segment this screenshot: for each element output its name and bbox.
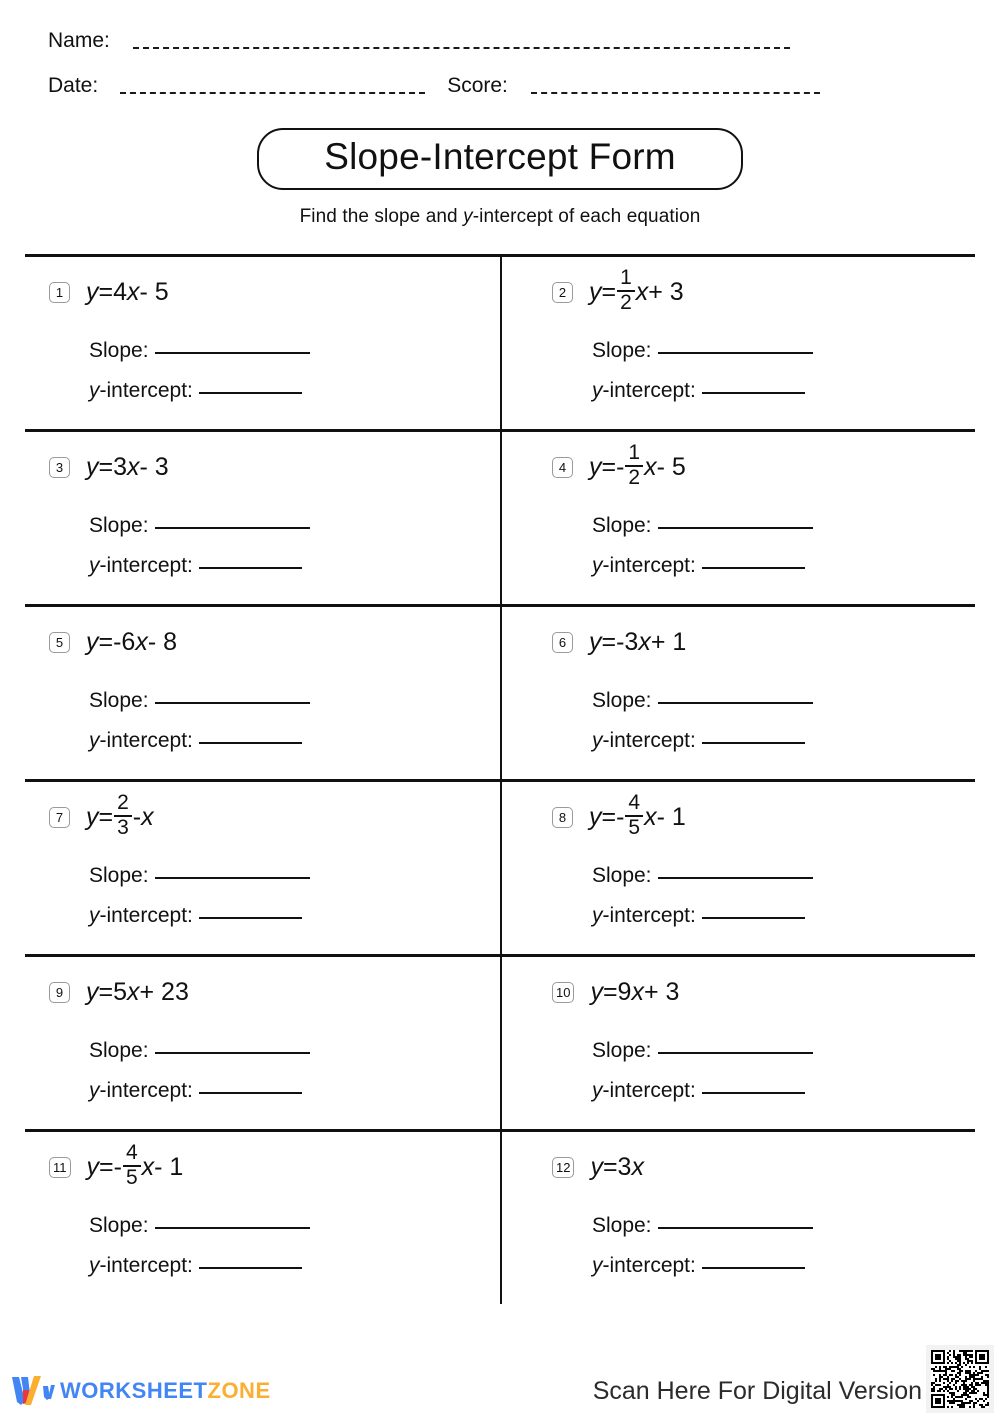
equation: [588, 441, 686, 489]
y-intercept-variable: y: [591, 1078, 603, 1102]
problem-header: [528, 1148, 975, 1186]
equation-term: 9: [617, 977, 632, 1006]
equation-term: =: [99, 1152, 114, 1181]
answer-area: [89, 506, 500, 586]
equation-term: x: [631, 1152, 644, 1181]
slope-answer-row: [592, 1031, 975, 1071]
y-intercept-variable: y: [89, 1078, 100, 1102]
fraction-denominator: 5: [625, 815, 643, 840]
problem-number-badge: 3: [49, 457, 70, 478]
equation-term: + 23: [139, 977, 189, 1006]
fraction-denominator: 3: [114, 815, 132, 840]
fraction: [114, 792, 132, 839]
problem-number-badge: 9: [49, 982, 70, 1003]
score-label: Score:: [447, 74, 508, 97]
equation-term: + 3: [643, 977, 680, 1006]
fraction: [123, 1142, 141, 1189]
equation: [588, 266, 684, 314]
equation-term: x: [638, 627, 651, 656]
slope-label: Slope:: [591, 863, 652, 887]
problem-11: [25, 1132, 500, 1304]
answer-area: [592, 856, 975, 936]
answer-area: [89, 681, 500, 761]
problem-header: [25, 448, 500, 486]
y-intercept-answer-row: [89, 896, 500, 936]
y-intercept-label: -intercept:: [99, 1253, 193, 1277]
fraction: [625, 442, 643, 489]
equation-term: 5: [113, 977, 128, 1006]
score-input-line[interactable]: [531, 92, 820, 94]
equation-term: x: [644, 452, 657, 481]
equation: [86, 448, 169, 486]
problem-header: [25, 791, 500, 839]
equation: [86, 623, 177, 661]
equation-term: y: [590, 1152, 603, 1181]
fraction-numerator: 4: [125, 1141, 138, 1165]
problem-12: [500, 1132, 975, 1304]
date-label: Date:: [48, 74, 99, 97]
problem-header: [25, 273, 500, 311]
slope-label: Slope:: [89, 688, 149, 712]
equation-term: y: [86, 277, 99, 306]
equation-term: y: [86, 802, 99, 831]
worksheet-header: [0, 0, 1000, 228]
equation-term: =: [601, 452, 617, 481]
y-intercept-answer-blank[interactable]: [702, 742, 805, 744]
slope-answer-blank[interactable]: [155, 1227, 310, 1229]
equation-term: =: [601, 277, 617, 306]
slope-answer-row: [89, 506, 500, 546]
equation-term: - 1: [154, 1152, 184, 1181]
y-intercept-label: -intercept:: [99, 378, 193, 402]
answer-area: [89, 856, 500, 936]
fraction-numerator: 2: [117, 791, 129, 815]
name-label: Name:: [48, 29, 110, 52]
slope-answer-blank[interactable]: [658, 1227, 813, 1229]
equation-term: - 8: [147, 627, 178, 656]
qr-code-image: [931, 1350, 989, 1408]
answer-area: [89, 1031, 500, 1111]
fraction-denominator: 2: [617, 290, 635, 315]
slope-answer-row: [89, 856, 500, 896]
y-intercept-label: -intercept:: [602, 1078, 696, 1102]
problem-row: [25, 957, 975, 1132]
y-intercept-answer-row: [592, 1246, 975, 1286]
slope-answer-row: [592, 856, 975, 896]
fraction-numerator: 1: [620, 266, 632, 290]
slope-label: Slope:: [89, 863, 149, 887]
equation-term: x: [127, 977, 140, 1006]
equation-term: =: [601, 802, 617, 831]
equation-term: - 5: [139, 277, 169, 306]
y-intercept-variable: y: [89, 378, 100, 402]
problem-header: [528, 266, 975, 314]
y-intercept-answer-blank[interactable]: [199, 1267, 302, 1269]
page-title: Slope-Intercept Form: [324, 136, 676, 177]
answer-area: [592, 1206, 975, 1286]
problem-number-badge: 11: [49, 1157, 71, 1178]
y-intercept-variable: y: [591, 1253, 603, 1277]
y-intercept-answer-row: [89, 371, 500, 411]
problem-row: [25, 607, 975, 782]
equation-term: y: [86, 1152, 99, 1181]
fraction-numerator: 4: [628, 791, 641, 815]
y-intercept-answer-blank[interactable]: [702, 1267, 805, 1269]
slope-answer-blank[interactable]: [155, 1052, 310, 1054]
problem-number-badge: 10: [552, 982, 574, 1003]
fraction: [617, 267, 635, 314]
problem-number-badge: 5: [49, 632, 70, 653]
slope-answer-row: [89, 1206, 500, 1246]
problem-header: [528, 441, 975, 489]
slope-answer-row: [89, 331, 500, 371]
y-intercept-variable: y: [591, 378, 603, 402]
fraction-denominator: 2: [625, 465, 643, 490]
equation-term: -: [113, 1152, 122, 1181]
equation-term: -6: [113, 627, 136, 656]
problem-number-badge: 12: [552, 1157, 574, 1178]
problem-10: [500, 957, 975, 1129]
problem-2: [500, 257, 975, 429]
y-intercept-variable: y: [591, 728, 603, 752]
slope-label: Slope:: [89, 338, 149, 362]
problem-6: [500, 607, 975, 779]
problem-header: [528, 791, 975, 839]
y-intercept-answer-row: [592, 546, 975, 586]
slope-answer-blank[interactable]: [155, 877, 310, 879]
equation-term: -: [616, 452, 625, 481]
y-intercept-answer-row: [592, 1071, 975, 1111]
equation-term: =: [98, 802, 114, 831]
slope-answer-blank[interactable]: [155, 527, 310, 529]
equation-term: y: [86, 452, 99, 481]
equation-term: y: [588, 277, 602, 306]
equation-term: =: [98, 627, 114, 656]
y-intercept-label: -intercept:: [99, 1078, 193, 1102]
title-box: [257, 128, 743, 190]
equation: [86, 273, 169, 311]
worksheet-zone-logo[interactable]: [10, 1374, 271, 1408]
scan-instruction-text: Scan Here For Digital Version: [592, 1377, 922, 1405]
slope-answer-row: [592, 681, 975, 721]
equation-term: y: [86, 977, 99, 1006]
y-intercept-answer-row: [89, 721, 500, 761]
y-intercept-answer-blank[interactable]: [199, 1092, 302, 1094]
worksheet-zone-logo-text: [60, 1380, 271, 1402]
slope-label: Slope:: [591, 1038, 652, 1062]
equation: [589, 623, 686, 661]
problem-number-badge: 7: [49, 807, 70, 828]
date-input-line[interactable]: [120, 92, 425, 94]
fraction-numerator: 1: [628, 441, 641, 465]
equation-term: y: [86, 627, 99, 656]
problem-header: [528, 623, 975, 661]
slope-answer-blank[interactable]: [658, 527, 813, 529]
y-intercept-answer-row: [89, 1246, 500, 1286]
slope-answer-blank[interactable]: [658, 702, 813, 704]
answer-area: [592, 506, 975, 586]
problem-row: [25, 782, 975, 957]
y-intercept-answer-row: [592, 371, 975, 411]
equation-term: =: [98, 277, 114, 306]
name-field-row: [25, 30, 975, 53]
equation: [86, 791, 154, 839]
slope-label: Slope:: [89, 1213, 149, 1237]
y-intercept-answer-blank[interactable]: [702, 1092, 805, 1094]
logo-word-zone: ZONE: [207, 1378, 271, 1403]
answer-area: [592, 331, 975, 411]
fraction: [625, 792, 643, 839]
y-intercept-answer-blank[interactable]: [702, 917, 805, 919]
slope-label: Slope:: [591, 513, 652, 537]
instructions-post: -intercept of each equation: [472, 205, 701, 227]
y-intercept-answer-row: [592, 721, 975, 761]
y-intercept-variable: y: [89, 553, 100, 577]
slope-answer-row: [592, 506, 975, 546]
slope-answer-row: [89, 1031, 500, 1071]
problem-row: [25, 432, 975, 607]
y-intercept-answer-row: [89, 546, 500, 586]
y-intercept-answer-blank[interactable]: [199, 567, 302, 569]
equation-term: y: [588, 802, 602, 831]
worksheet-zone-logo-icon: [10, 1374, 56, 1408]
y-intercept-label: -intercept:: [99, 728, 193, 752]
problem-header: [25, 1141, 500, 1189]
y-intercept-variable: y: [591, 553, 603, 577]
slope-answer-blank[interactable]: [155, 702, 310, 704]
y-intercept-label: -intercept:: [99, 553, 193, 577]
y-intercept-answer-blank[interactable]: [702, 567, 805, 569]
equation-term: x: [635, 277, 649, 306]
y-intercept-answer-row: [89, 1071, 500, 1111]
instructions-pre: Find the slope and: [299, 205, 464, 227]
problem-5: [25, 607, 500, 779]
y-intercept-label: -intercept:: [602, 1253, 696, 1277]
slope-label: Slope:: [89, 1038, 149, 1062]
problem-number-badge: 6: [552, 632, 573, 653]
y-intercept-answer-blank[interactable]: [702, 392, 805, 394]
answer-area: [592, 681, 975, 761]
equation-term: y: [588, 452, 602, 481]
y-intercept-label: -intercept:: [602, 378, 696, 402]
y-intercept-label: -intercept:: [602, 728, 696, 752]
equation-term: -: [616, 802, 625, 831]
equation-term: =: [98, 452, 114, 481]
instructions: [25, 206, 975, 228]
slope-answer-blank[interactable]: [658, 1052, 813, 1054]
date-score-field-row: [25, 75, 975, 98]
problem-1: [25, 257, 500, 429]
equation: [590, 1148, 644, 1186]
equation-term: x: [141, 802, 154, 831]
problem-number-badge: 2: [552, 282, 573, 303]
qr-code-icon[interactable]: [926, 1345, 994, 1413]
problem-header: [528, 973, 975, 1011]
equation-term: + 1: [650, 627, 687, 656]
problem-number-badge: 1: [49, 282, 70, 303]
problem-4: [500, 432, 975, 604]
equation-term: y: [588, 627, 602, 656]
logo-word-worksheet: WORKSHEET: [60, 1378, 208, 1403]
y-intercept-answer-blank[interactable]: [199, 742, 302, 744]
equation-term: x: [631, 977, 644, 1006]
problem-8: [500, 782, 975, 954]
y-intercept-variable: y: [89, 1253, 100, 1277]
problem-9: [25, 957, 500, 1129]
slope-answer-row: [89, 681, 500, 721]
equation-term: - 5: [656, 452, 686, 481]
problem-header: [25, 623, 500, 661]
equation-term: -3: [616, 627, 639, 656]
slope-answer-blank[interactable]: [658, 877, 813, 879]
equation: [588, 791, 686, 839]
problem-header: [25, 973, 500, 1011]
equation-term: x: [127, 277, 140, 306]
problem-grid: [25, 254, 975, 1304]
slope-label: Slope:: [591, 688, 652, 712]
answer-area: [592, 1031, 975, 1111]
equation-term: - 1: [656, 802, 686, 831]
equation-term: -: [132, 802, 142, 831]
y-intercept-answer-blank[interactable]: [199, 917, 302, 919]
problem-row: [25, 1132, 975, 1304]
problem-3: [25, 432, 500, 604]
title-section: [25, 128, 975, 190]
equation-term: 4: [113, 277, 128, 306]
equation-term: 3: [617, 1152, 632, 1181]
equation-term: - 3: [139, 452, 169, 481]
y-intercept-answer-blank[interactable]: [199, 392, 302, 394]
y-intercept-label: -intercept:: [602, 903, 696, 927]
equation: [86, 1141, 184, 1189]
y-intercept-label: -intercept:: [602, 553, 696, 577]
slope-answer-blank[interactable]: [658, 352, 813, 354]
slope-label: Slope:: [591, 1213, 652, 1237]
equation-term: y: [590, 977, 603, 1006]
equation-term: x: [127, 452, 140, 481]
fraction-denominator: 5: [123, 1165, 141, 1190]
slope-label: Slope:: [591, 338, 652, 362]
name-input-line[interactable]: [133, 47, 790, 49]
y-intercept-variable: y: [89, 903, 100, 927]
worksheet-footer: [0, 1350, 1000, 1416]
slope-answer-row: [592, 1206, 975, 1246]
equation: [590, 973, 679, 1011]
problem-number-badge: 8: [552, 807, 573, 828]
slope-answer-row: [592, 331, 975, 371]
problem-number-badge: 4: [552, 457, 573, 478]
equation-term: =: [602, 977, 618, 1006]
instructions-variable: y: [463, 205, 473, 227]
y-intercept-answer-row: [592, 896, 975, 936]
equation-term: 3: [113, 452, 128, 481]
equation: [86, 973, 189, 1011]
y-intercept-label: -intercept:: [99, 903, 193, 927]
equation-term: x: [135, 627, 148, 656]
y-intercept-variable: y: [89, 728, 100, 752]
equation-term: + 3: [648, 277, 684, 306]
answer-area: [89, 331, 500, 411]
equation-term: x: [141, 1152, 155, 1181]
slope-label: Slope:: [89, 513, 149, 537]
answer-area: [89, 1206, 500, 1286]
equation-term: =: [601, 627, 617, 656]
equation-term: x: [644, 802, 657, 831]
equation-term: =: [98, 977, 114, 1006]
problem-row: [25, 257, 975, 432]
equation-term: =: [602, 1152, 618, 1181]
slope-answer-blank[interactable]: [155, 352, 310, 354]
y-intercept-variable: y: [591, 903, 603, 927]
problem-7: [25, 782, 500, 954]
